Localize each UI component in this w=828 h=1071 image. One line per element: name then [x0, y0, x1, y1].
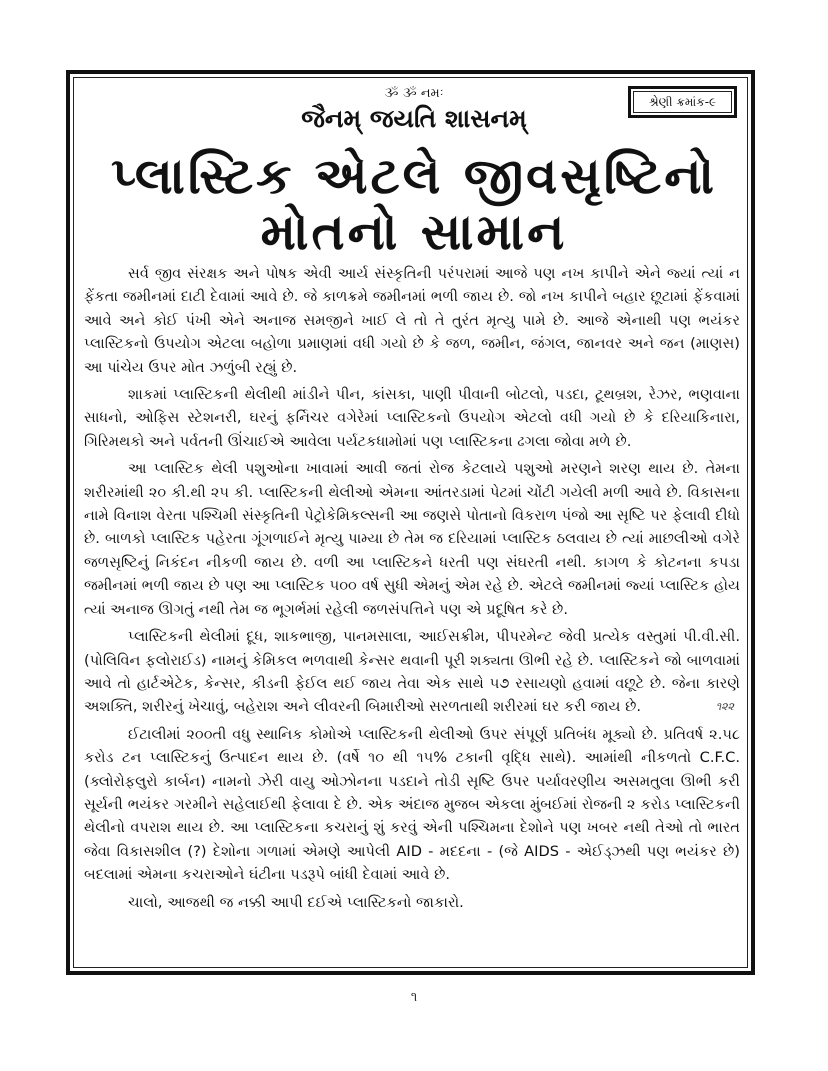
- subtitle: જૈનમ્ જયતિ શાસનમ્: [301, 104, 527, 133]
- page-number: ૧: [410, 990, 418, 1005]
- paragraph-text: પ્લાસ્ટિકની થેલીમાં દૂધ, શાકભાજી, પાનમસાલા, આઈસક્રીમ, પીપરમેન્ટ જેવી પ્રત્યેક વસ્તુમાં પી.વી.સી. (પોલિવિન ફલોરાઈડ) નામનું કેમિકલ ભળવાથી કેન્સર થવાની પૂરી શક્યતા ઊભી રહે છે. પ્લાસ્ટિકને જો બાળવામાં આવે તો હાર્ટએટેક, કેન્સર, કીડની ફેઈલ થઈ જાય તેવા એક સાથે ૫૭ રસાયણો હવામાં વછૂટે છે. જેના કારણે અશક્તિ, શરીરનું ખેચાવું, બહેરાશ અને લીવરની બિમારીઓ સરળતાથી શરીરમાં ઘર કરી જાય છે.: [84, 628, 740, 716]
- handwritten-mark: ૧૨૨: [715, 700, 734, 714]
- paragraph: શાકમાં પ્લાસ્ટિકની થેલીથી માંડીને પીન, કાંસકા, પાણી પીવાની બોટલો, પડદા, ટૂથબ્રશ, રેઝર, ભણવાના સાધનો, ઓફિસ સ્ટેશનરી, ઘરનું ફર્નિચર વગેરેમાં પ્લાસ્ટિકનો ઉપયોગ એટલો વધી ગયો છે કે દરિયાકિનારા, ગિરિમથકો અને પર્વતની ઊંચાઈએ આવેલા પર્યટકધામોમાં પણ પ્લાસ્ટિકના ઢગલા જોવા મળે છે.: [84, 386, 740, 450]
- title-line-1: પ્લાસ્ટિક એટલે જીવસૃષ્ટિનો: [111, 146, 717, 205]
- page-title: [0, 148, 828, 260]
- paragraph: સર્વ જીવ સંરક્ષક અને પોષક એવી આર્ય સંસ્કૃતિની પરંપરામાં આજે પણ નખ કાપીને એને જ્યાં ત્યાં ન ફેંકતા જમીનમાં દાટી દેવામાં આવે છે. જે કાળક્રમે જમીનમાં ભળી જાય છે. જો નખ કાપીને બહાર છૂટામાં ફેંકવામાં આવે અને કોઈ પંખી એને અનાજ સમજીને ખાઈ લે તો તે તુરંત મૃત્યુ પામે છે. આજે એનાથી પણ ભયંકર પ્લાસ્ટિકનો ઉપયોગ એટલા બહોળા પ્રમાણમાં વધી ગયો છે કે જળ, જમીન, જંગલ, જાનવર અને જન (માણસ) આ પાંચેય ઉપર મોત ઝળુંબી રહ્યું છે.: [84, 265, 741, 376]
- title-line-2: મોતનો સામાન: [260, 202, 568, 261]
- series-badge-label: શ્રેણી ક્રમાંક-૯: [633, 91, 732, 113]
- paragraph: ઈટાલીમાં ૨૦૦તી વધુ સ્થાનિક કોમોએ પ્લાસ્ટિકની થેલીઓ ઉપર સંપૂર્ણ પ્રતિબંધ મૂક્યો છે. પ્રતિવર્ષ ૨.૫૮ કરોડ ટન પ્લાસ્ટિકનું ઉત્પાદન થાય છે. (વર્ષે ૧૦ થી ૧૫% ટકાની વૃદ્ધિ સાથે). આમાંથી નીકળતો C.F.C. (ક્લોરોફલુરો કાર્બન) નામનો ઝેરી વાયુ ઓઝોનના પડદાને તોડી સૃષ્ટિ ઉપર પર્યાવરણીય અસમતુલા ઊભી કરી સૂર્યની ભયંકર ગરમીને સહેલાઈથી ફેલાવા દે છે. એક અંદાજ મુજબ એકલા મુંબઈમાં રોજની ૨ કરોડ પ્લાસ્ટિકની થેલીનો વપરાશ થાય છે. આ પ્લાસ્ટિકના કચરાનું શું કરવું એની પશ્ચિમના દેશોને પણ ખબર નથી તેઓ તો ભારત જેવા વિકાસશીલ (?) દેશોના ગળામાં એમણે આપેલી AID - મદદના - (જે AIDS - એઈડ્ઝથી પણ ભયંકર છે) બદલામાં એમના કચરાઓને ઘંટીના પડરૂપે બાંધી દેવામાં આવે છે.: [84, 725, 740, 884]
- article-body: [84, 262, 740, 918]
- invocation: ૐ ૐ નમઃ: [384, 86, 444, 101]
- paragraph: આ પ્લાસ્ટિક થેલી પશુઓના ખાવામાં આવી જતાં રોજ કેટલાયે પશુઓ મરણને શરણ થાય છે. તેમના શરીરમાંથી ૨૦ કી.થી ૨૫ કી. પ્લાસ્ટિકની થેલીઓ એમના આંતરડામાં પેટમાં ચોંટી ગયેલી મળી આવે છે. વિકાસના નામે વિનાશ વેરતા પશ્ચિમી સંસ્કૃતિની પેટ્રોકેમિકલ્સની આ જણસે પોતાનો વિકરાળ પંજો આ સૃષ્ટિ પર ફેલાવી દીધો છે. બાળકો પ્લાસ્ટિક પહેરતા ગૂંગળાઈને મૃત્યુ પામ્યા છે તેમ જ દરિયામાં પ્લાસ્ટિક ઠલવાય છે ત્યાં માછલીઓ વગેરે જળસૃષ્ટિનું નિકંદન નીકળી જાય છે. વળી આ પ્લાસ્ટિકને ધરતી પણ સંઘરતી નથી. કાગળ કે કોટનના કપડા જમીનમાં ભળી જાય છે પણ આ પ્લાસ્ટિક ૫૦૦ વર્ષ સુધી એમનું એમ રહે છે. એટલે જમીનમાં જ્યાં પ્લાસ્ટિક હોય ત્યાં અનાજ ઊગતું નથી તેમ જ ભૂગર્ભમાં રહેલી જળસંપત્તિને પણ એ પ્રદૂષિત કરે છે.: [84, 460, 740, 618]
- closing-line: ચાલો, આજથી જ નક્કી આપી દઈએ પ્લાસ્ટિકનો જાકારો.: [128, 893, 464, 911]
- paragraph: [84, 625, 740, 719]
